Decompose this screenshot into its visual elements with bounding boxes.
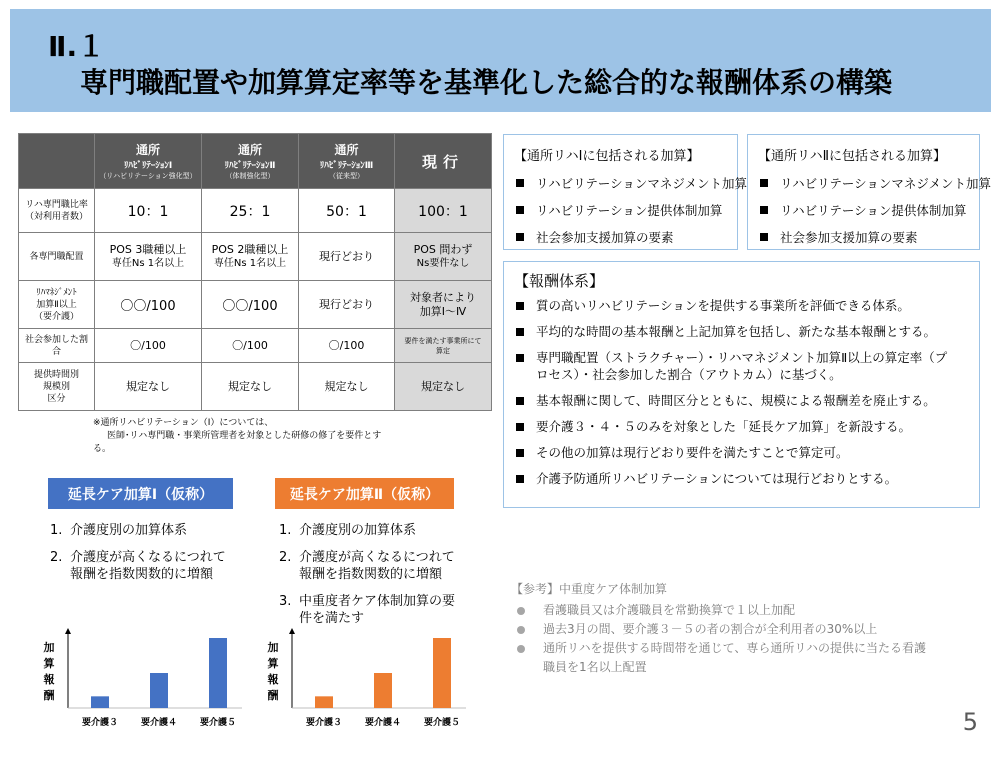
item-number: 1. (50, 523, 63, 538)
box-title: 【報酬体系】 (514, 272, 605, 290)
col-sub: （従来型） (329, 172, 364, 180)
table-cell: 規定なし (95, 363, 202, 411)
list-item (516, 323, 979, 340)
chart2-ylabel: 加算報酬 (267, 641, 279, 702)
square-bullet-icon (516, 449, 524, 457)
item-text: リハビリテーションマネジメント加算 (780, 176, 992, 191)
item-text: リハビリテーション提供体制加算 (536, 203, 723, 218)
row-header-line: 合 (51, 346, 61, 357)
cell-line: 加算Ⅰ～Ⅳ (419, 304, 467, 318)
list-item (516, 418, 979, 435)
corner-cell (19, 134, 95, 189)
y-axis-arrow-icon (289, 628, 295, 634)
cell-line: 専任Ns 1名以上 (111, 257, 185, 269)
row-header-line: （要介護） (33, 311, 79, 322)
chart2 (286, 625, 476, 735)
item-number: 2. (279, 550, 292, 565)
footnote-line: る。 (93, 444, 112, 454)
ext-care-2-title: 延長ケア加算Ⅱ（仮称） (275, 478, 454, 509)
bar-3 (209, 638, 227, 708)
list-item (50, 549, 250, 583)
list-item (516, 392, 979, 409)
col-line2: ﾘﾊﾋﾞﾘﾃｰｼｮﾝⅡ (224, 161, 276, 171)
table-cell: 〇/100 (299, 329, 395, 363)
col-header-current: 現行 (395, 134, 492, 189)
chart1 (62, 625, 252, 735)
bullet-dot-icon (517, 626, 525, 634)
table-row (19, 233, 492, 281)
table-cell (95, 233, 202, 281)
item-text: 介護度が高くなるにつれて報酬を指数関数的に増額 (70, 550, 226, 582)
x-tick-label: 要介護３ (81, 718, 119, 728)
row-header-line: 区分 (47, 393, 66, 404)
col-name: 通所 (135, 143, 160, 157)
cell-line: Ns要件なし (416, 257, 470, 269)
table-cell: 100：1 (395, 189, 492, 233)
item-text: 基本報酬に関して、時間区分とともに、規模による報酬差を廃止する。 (536, 393, 936, 408)
table-cell: 〇〇/100 (95, 281, 202, 329)
col-name: 通所 (334, 143, 359, 157)
row-header-line: 加算Ⅱ以上 (36, 299, 77, 310)
box-list (516, 170, 748, 251)
item-number: 3. (279, 594, 292, 609)
cell-line: 専任Ns 1名以上 (213, 257, 287, 269)
row-header-line: ﾘﾊﾏﾈｼﾞﾒﾝﾄ (36, 287, 77, 298)
table-cell: 規定なし (395, 363, 492, 411)
col-header-type3 (299, 134, 395, 189)
x-tick-label: 要介護３ (305, 718, 343, 728)
row-header (19, 363, 95, 411)
row-header-line: リハ専門職比率 (25, 199, 88, 210)
cell-line: POS 2職種以上 (211, 242, 289, 256)
col-sub: （リハビリテーション強化型） (99, 172, 197, 180)
bullet-dot-icon (517, 645, 525, 653)
x-tick-label: 要介護４ (364, 718, 402, 728)
list-item (516, 170, 748, 197)
bar-1 (91, 696, 109, 708)
table-row (19, 363, 492, 411)
square-bullet-icon (516, 423, 524, 431)
square-bullet-icon (516, 302, 524, 310)
square-bullet-icon (516, 206, 524, 214)
comparison-table (18, 133, 492, 411)
compensation-system-box (503, 261, 980, 508)
item-number: 2. (50, 550, 63, 565)
item-number: 1. (279, 523, 292, 538)
row-header-line: （対利用者数） (24, 211, 88, 222)
list-item (516, 444, 979, 461)
list-item (516, 197, 737, 224)
bullet-dot-icon (517, 607, 525, 615)
square-bullet-icon (516, 475, 524, 483)
item-text: 社会参加支援加算の要素 (780, 230, 918, 245)
table-cell: 規定なし (202, 363, 299, 411)
reference-title: 【参考】中重度ケア体制加算 (511, 582, 668, 596)
list-item (279, 522, 479, 539)
ext-care-2-list (279, 522, 479, 637)
table-cell: 50：1 (299, 189, 395, 233)
item-text: 介護度別の加算体系 (299, 523, 417, 538)
list-item (516, 349, 979, 383)
ext-care-1-title: 延長ケア加算Ⅰ（仮称） (48, 478, 233, 509)
table-header-row (19, 134, 492, 189)
table-cell: 〇/100 (95, 329, 202, 363)
footnote-line: 医師･リハ専門職・事業所管理者を対象とした研修の修了を要件とす (107, 431, 382, 441)
x-tick-label: 要介護５ (423, 718, 461, 728)
bar-1 (315, 696, 333, 708)
item-text: 中重度者ケア体制加算の要件を満たす (299, 594, 456, 626)
chart1-ylabel: 加算報酬 (43, 641, 55, 702)
item-text: 介護予防通所リハビリテーションについては現行どおりとする。 (536, 471, 898, 486)
square-bullet-icon (516, 354, 524, 362)
list-item (516, 297, 979, 314)
list-item (516, 224, 737, 251)
item-text: 通所リハを提供する時間帯を通じて、専ら通所リハの提供に当たる看護職員を1名以上配置 (543, 641, 927, 674)
table-cell (395, 329, 492, 363)
item-text: 介護度が高くなるにつれて報酬を指数関数的に増額 (299, 550, 455, 582)
section-number: Ⅱ.１ (48, 30, 106, 63)
list-item (760, 224, 979, 251)
item-text: その他の加算は現行どおり要件を満たすことで算定可。 (536, 445, 849, 460)
box-title: 【通所リハⅠに包括される加算】 (514, 149, 700, 164)
table-cell: 25：1 (202, 189, 299, 233)
table-footnote (93, 417, 413, 456)
included-addons-1-box (503, 134, 748, 250)
square-bullet-icon (516, 397, 524, 405)
list-item (511, 601, 951, 620)
square-bullet-icon (760, 233, 768, 241)
item-text: 質の高いリハビリテーションを提供する事業所を評価できる体系。 (536, 298, 910, 313)
square-bullet-icon (760, 179, 768, 187)
table-cell: 現行どおり (299, 281, 395, 329)
list-item (279, 549, 479, 583)
cell-line: 算定 (436, 346, 450, 355)
table-row (19, 281, 492, 329)
square-bullet-icon (516, 328, 524, 336)
item-text: 過去3月の間、要介護３－５の者の割合が全利用者の30%以上 (543, 622, 878, 636)
list-item (50, 522, 250, 539)
table-cell: 10：1 (95, 189, 202, 233)
item-text: 社会参加支援加算の要素 (536, 230, 674, 245)
x-tick-label: 要介護５ (199, 718, 237, 728)
cell-line: 現行どおり (319, 249, 374, 263)
item-text: 看護職員又は介護職員を常勤換算で１以上加配 (543, 603, 796, 617)
table-cell: 〇〇/100 (202, 281, 299, 329)
square-bullet-icon (516, 179, 524, 187)
item-text: リハビリテーション提供体制加算 (780, 203, 967, 218)
table-cell (202, 233, 299, 281)
row-header-line: 提供時間別 (33, 369, 79, 380)
col-header-type1 (95, 134, 202, 189)
row-header (19, 189, 95, 233)
square-bullet-icon (760, 206, 768, 214)
list-item (760, 170, 992, 197)
row-header (19, 233, 95, 281)
included-addons-2-box (747, 134, 992, 250)
ext-care-1-list (50, 522, 250, 593)
row-header (19, 329, 95, 363)
x-tick-label: 要介護４ (140, 718, 178, 728)
bar-2 (374, 673, 392, 708)
table-row (19, 329, 492, 363)
row-header (19, 281, 95, 329)
table-cell (395, 281, 492, 329)
title-banner (10, 9, 991, 112)
list-item (760, 197, 979, 224)
box-list (516, 297, 979, 487)
page-number: 5 (962, 708, 978, 736)
reference-section (511, 580, 951, 677)
cell-line: POS 問わず (413, 242, 473, 256)
col-line2: ﾘﾊﾋﾞﾘﾃｰｼｮﾝⅠ (123, 161, 173, 171)
cell-line: 要件を満たす事業所にて (404, 336, 482, 345)
col-header-type2 (202, 134, 299, 189)
table-cell: 〇/100 (202, 329, 299, 363)
table-cell: 規定なし (299, 363, 395, 411)
item-text: 要介護３・４・５のみを対象とした「延長ケア加算」を新設する。 (536, 419, 912, 434)
cell-line: 対象者により (410, 290, 476, 304)
item-text: リハビリテーションマネジメント加算 (536, 176, 748, 191)
row-header-line: 各専門職配置 (29, 251, 84, 262)
bar-2 (150, 673, 168, 708)
row-header-line: 規模別 (42, 381, 70, 392)
box-title: 【通所リハⅡに包括される加算】 (758, 149, 947, 164)
item-text: 介護度別の加算体系 (70, 523, 188, 538)
box-list (760, 170, 992, 251)
item-text: 専門職配置（ストラクチャー）・リハマネジメント加算Ⅱ以上の算定率（プロセス）・社会参加した割合（アウトカム）に基づく。 (536, 350, 948, 382)
table-cell (299, 233, 395, 281)
list-item (511, 639, 951, 677)
row-header-line: 社会参加した割 (24, 334, 88, 345)
col-name: 通所 (237, 143, 262, 157)
cell-line: POS 3職種以上 (109, 242, 187, 256)
square-bullet-icon (516, 233, 524, 241)
bar-3 (433, 638, 451, 708)
table-cell (395, 233, 492, 281)
table-row (19, 189, 492, 233)
list-item (279, 593, 479, 627)
col-line2: ﾘﾊﾋﾞﾘﾃｰｼｮﾝⅢ (319, 161, 374, 171)
col-sub: （体制強化型） (225, 172, 275, 180)
page-title: 専門職配置や加算算定率等を基準化した総合的な報酬体系の構築 (80, 66, 893, 99)
footnote-line: ※通所リハビリテーション（Ⅰ）については、 (93, 418, 274, 428)
y-axis-arrow-icon (65, 628, 71, 634)
list-item (516, 470, 979, 487)
list-item (511, 620, 951, 639)
item-text: 平均的な時間の基本報酬と上記加算を包括し、新たな基本報酬とする。 (536, 324, 937, 339)
